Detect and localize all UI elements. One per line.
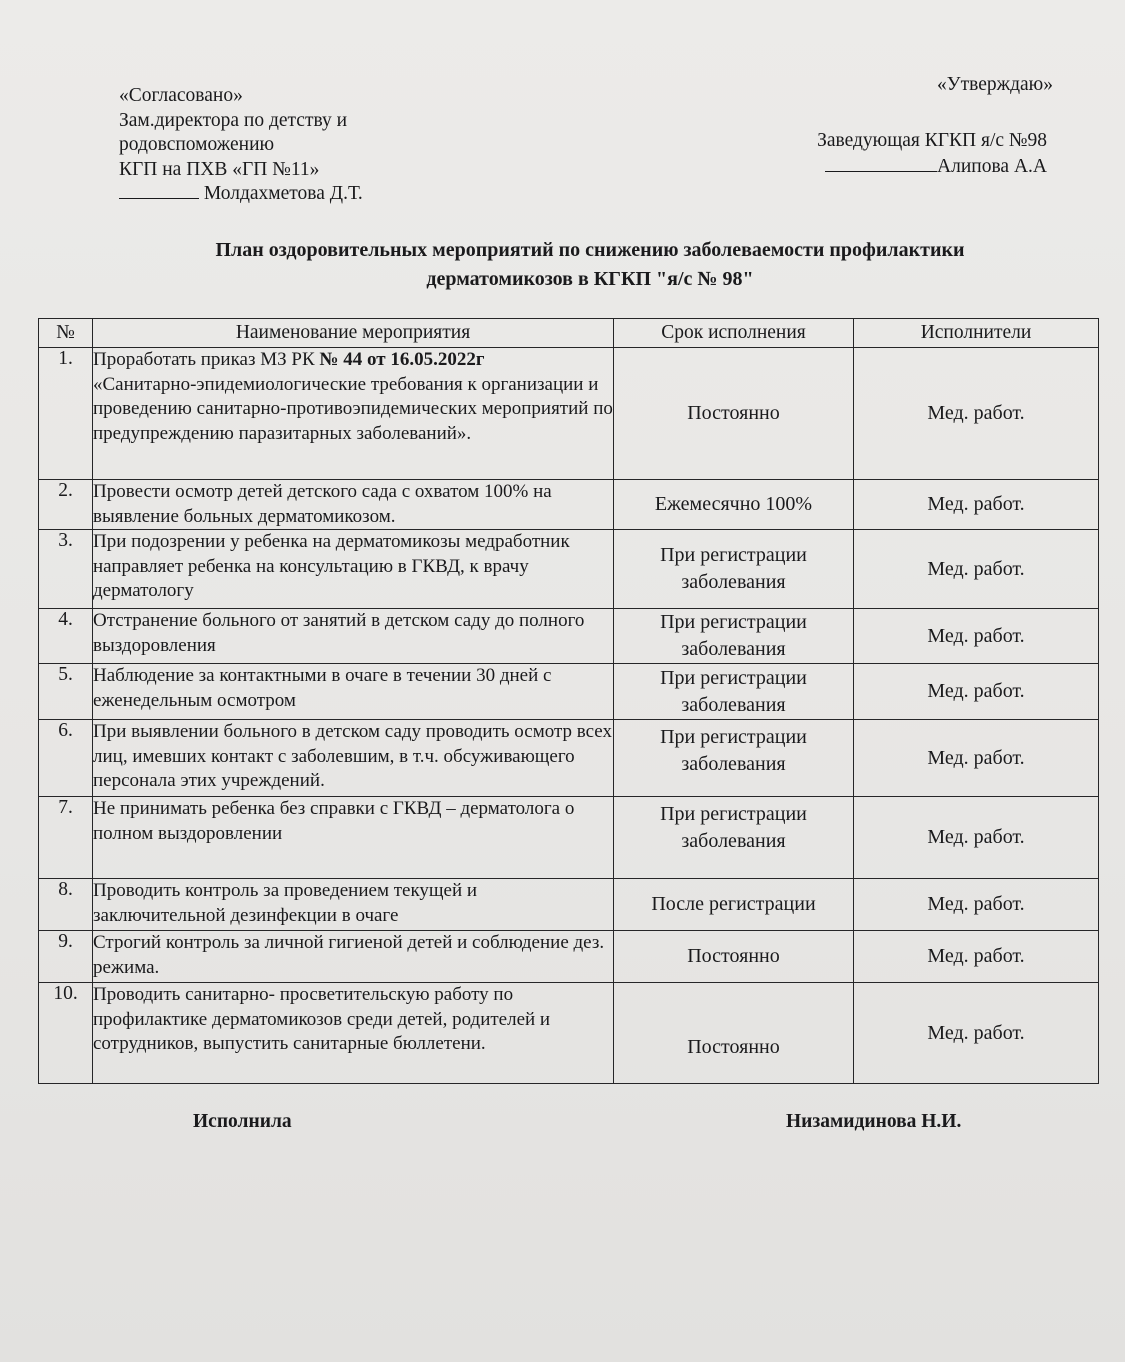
row-action (93, 348, 614, 480)
row-action: Не принимать ребенка без справки с ГКВД – дерматолога о полном выздоровлении (93, 797, 614, 879)
approve-signer: Алипова А.А (937, 156, 1047, 177)
row-action: Провести осмотр детей детского сада с охватом 100% на выявление больных дерматомикозом. (93, 480, 614, 530)
row-num: 1. (39, 348, 93, 480)
header-name: Наименование мероприятия (93, 319, 614, 348)
row-action: Наблюдение за контактными в очаге в течении 30 дней с еженедельным осмотром (93, 664, 614, 720)
row-term: Постоянно (614, 348, 854, 480)
row-action: Проводить санитарно- просветительскую работу по профилактике дерматомикозов среди детей, родителей и сотрудников, выпустить санитарные бюллетени. (93, 983, 614, 1084)
row-term: При регистрации заболевания (614, 797, 854, 879)
plan-table (38, 318, 1099, 1084)
row-exec: Мед. работ. (854, 480, 1099, 530)
agreed-block (119, 84, 363, 207)
row-action-prefix: Проработать приказ МЗ РК (93, 349, 320, 370)
row-num: 3. (39, 530, 93, 609)
row-term: После регистрации (614, 879, 854, 931)
order-reference: № 44 от 16.05.2022г (319, 349, 485, 370)
table-row (39, 879, 1099, 931)
row-action: При выявлении больного в детском саду проводить осмотр всех лиц, имевших контакт с заболевшим, в т.ч. обсуживающего персонала этих учреждений. (93, 720, 614, 797)
row-num: 9. (39, 931, 93, 983)
table-row (39, 720, 1099, 797)
row-num: 2. (39, 480, 93, 530)
table-row (39, 530, 1099, 609)
agreed-signature-row (119, 182, 363, 207)
agreed-position-line2: родовспоможению (119, 134, 275, 155)
row-num: 7. (39, 797, 93, 879)
title-line-2: дерматомикозов в КГКП "я/с № 98" (426, 268, 754, 290)
row-num: 8. (39, 879, 93, 931)
row-exec: Мед. работ. (854, 348, 1099, 480)
agreed-word: «Согласовано» (119, 85, 243, 106)
row-term: Постоянно (614, 931, 854, 983)
approve-signature-line (825, 157, 937, 172)
approve-position: Заведующая КГКП я/с №98 (817, 130, 1047, 151)
row-num: 5. (39, 664, 93, 720)
row-exec: Мед. работ. (854, 983, 1099, 1084)
table-row (39, 931, 1099, 983)
table-header-row (39, 319, 1099, 348)
agreed-signature-line (119, 184, 199, 199)
approve-signature-row (817, 154, 1047, 180)
row-term: Постоянно (614, 983, 854, 1084)
row-term: Ежемесячно 100% (614, 480, 854, 530)
table-row (39, 983, 1099, 1084)
row-action: Отстранение больного от занятий в детском саду до полного выздоровления (93, 609, 614, 664)
header-term: Срок исполнения (614, 319, 854, 348)
row-num: 10. (39, 983, 93, 1084)
row-action: Строгий контроль за личной гигиеной детей и соблюдение дез. режима. (93, 931, 614, 983)
row-exec: Мед. работ. (854, 879, 1099, 931)
agreed-position-line1: Зам.директора по детству и (119, 109, 348, 131)
agreed-organization: КГП на ПХВ «ГП №11» (119, 158, 320, 180)
table-row (39, 348, 1099, 480)
row-term: При регистрации заболевания (614, 530, 854, 609)
row-num: 4. (39, 609, 93, 664)
approve-block (817, 128, 1047, 180)
footer-executor-label: Исполнила (193, 1111, 292, 1132)
row-term: При регистрации заболевания (614, 609, 854, 664)
row-exec: Мед. работ. (854, 609, 1099, 664)
row-term: При регистрации заболевания (614, 664, 854, 720)
row-exec: Мед. работ. (854, 720, 1099, 797)
row-exec: Мед. работ. (854, 931, 1099, 983)
row-action: Проводить контроль за проведением текущей и заключительной дезинфекции в очаге (93, 879, 614, 931)
agreed-signer: Молдахметова Д.Т. (199, 183, 363, 204)
row-exec: Мед. работ. (854, 797, 1099, 879)
table-row (39, 664, 1099, 720)
row-exec: Мед. работ. (854, 664, 1099, 720)
title-line-1: План оздоровительных мероприятий по снижению заболеваемости профилактики (215, 239, 965, 261)
table-row (39, 609, 1099, 664)
table-row (39, 797, 1099, 879)
row-exec: Мед. работ. (854, 530, 1099, 609)
row-num: 6. (39, 720, 93, 797)
document-title (70, 236, 1110, 294)
footer-executor-name: Низамидинова Н.И. (786, 1111, 962, 1132)
approve-word: «Утверждаю» (937, 74, 1053, 95)
row-action-rest: «Санитарно-эпидемиологические требования к организации и проведению санитарно-противоэпидемических мероприятий по предупреждению паразитарных заболеваний». (93, 373, 613, 444)
table-row (39, 480, 1099, 530)
header-num: № (39, 319, 93, 348)
header-exec: Исполнители (854, 319, 1099, 348)
row-term: При регистрации заболевания (614, 720, 854, 797)
row-action: При подозрении у ребенка на дерматомикозы медработник направляет ребенка на консультацию в ГКВД, к врачу дерматологу (93, 530, 614, 609)
